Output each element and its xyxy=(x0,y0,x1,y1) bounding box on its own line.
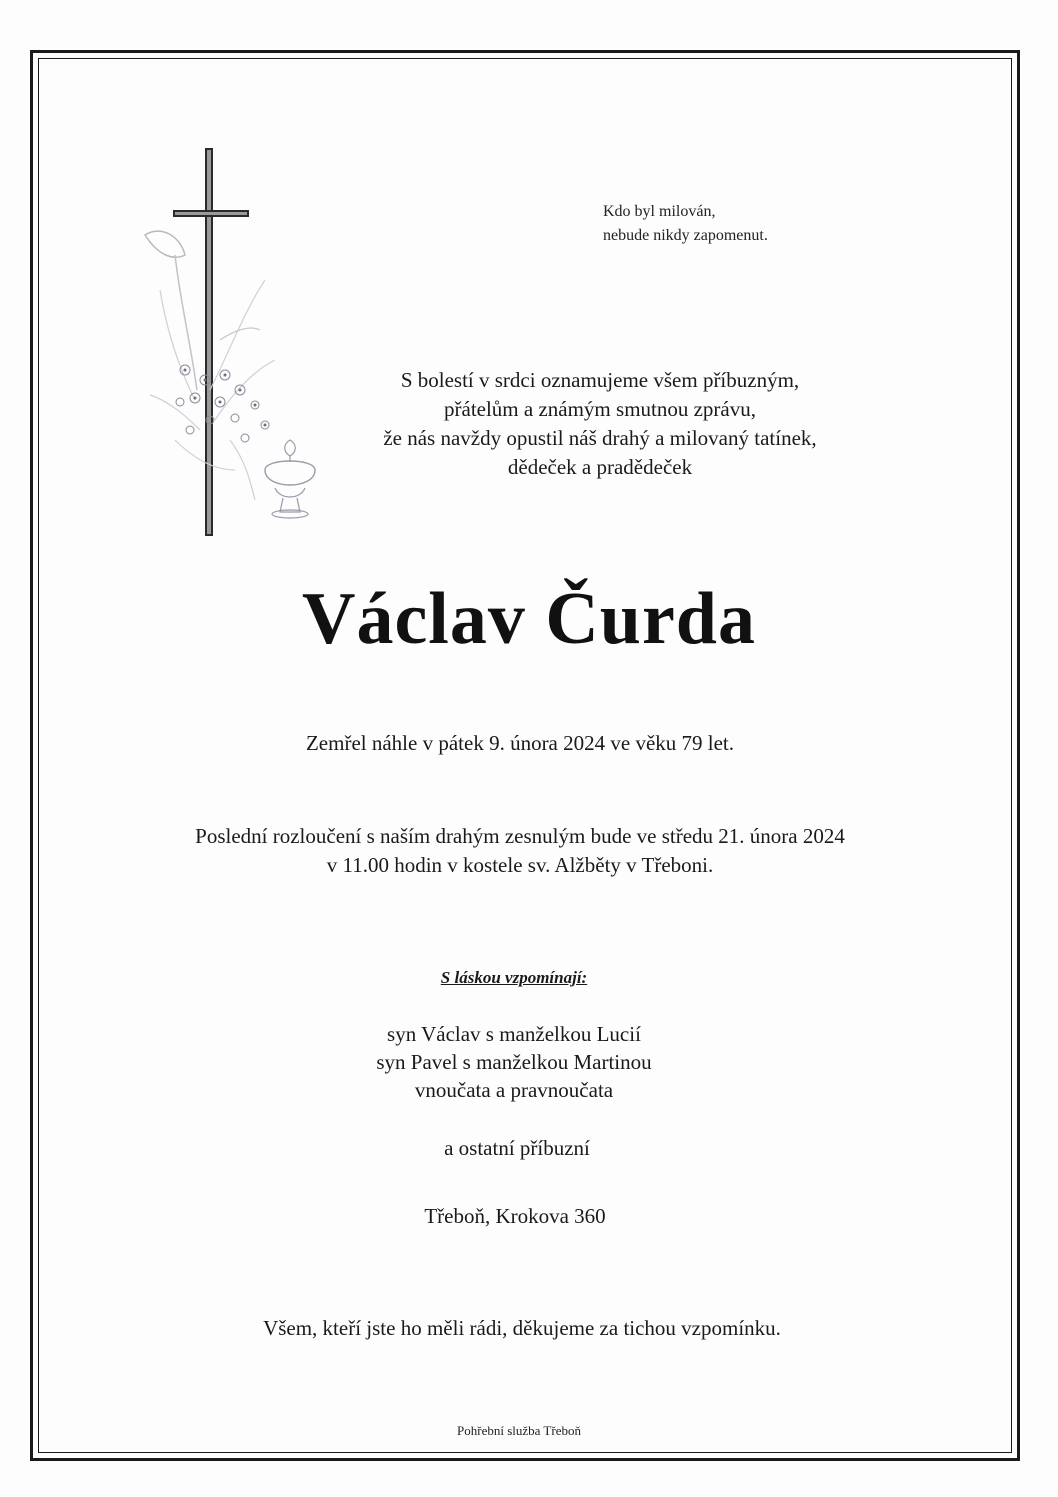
deceased-name: Václav Čurda xyxy=(302,578,756,660)
announcement-line: S bolestí v srdci oznamujeme všem příbuzným, xyxy=(400,368,800,392)
announcement-line: dědeček a pradědeček xyxy=(507,455,693,479)
mourner-line: syn Václav s manželkou Lucií xyxy=(387,1022,641,1046)
funeral-details xyxy=(0,822,1040,880)
motto-line-1: Kdo byl milován, xyxy=(603,203,716,220)
motto-line-2: nebude nikdy zapomenut. xyxy=(603,227,768,244)
announcement xyxy=(240,366,960,482)
mourner-line: vnoučata a pravnoučata xyxy=(414,1078,614,1102)
address: Třeboň, Krokova 360 xyxy=(424,1204,606,1228)
mourner-line: syn Pavel s manželkou Martinou xyxy=(376,1050,652,1074)
motto xyxy=(603,200,768,248)
funeral-line: Poslední rozloučení s naším drahým zesnulým bude ve středu 21. února 2024 xyxy=(195,824,845,848)
other-relatives: a ostatní příbuzní xyxy=(444,1136,590,1160)
funeral-line: v 11.00 hodin v kostele sv. Alžběty v Třeboni. xyxy=(326,853,714,877)
mourners-list xyxy=(0,1020,1028,1104)
mourners-heading: S láskou vzpomínají: xyxy=(440,968,588,987)
thanks-note: Všem, kteří jste ho měli rádi, děkujeme za tichou vzpomínku. xyxy=(263,1316,781,1340)
announcement-line: přátelům a známým smutnou zprávu, xyxy=(444,397,756,421)
funeral-service-name: Pohřební služba Třeboň xyxy=(457,1423,581,1438)
death-notice: Zemřel náhle v pátek 9. února 2024 ve věku 79 let. xyxy=(305,731,735,755)
announcement-line: že nás navždy opustil náš drahý a milovaný tatínek, xyxy=(383,426,817,450)
